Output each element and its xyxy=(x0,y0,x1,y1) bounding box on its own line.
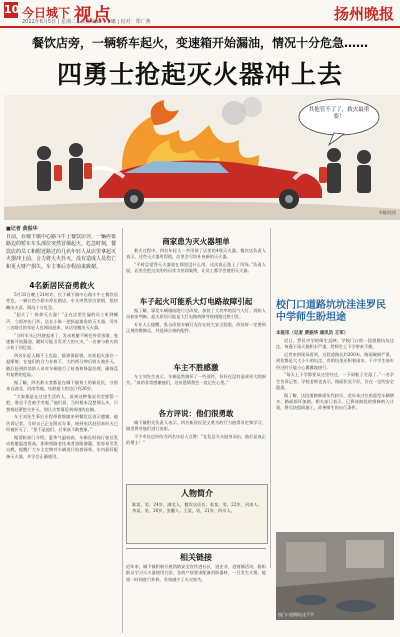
profile-box-title: 人物简介 xyxy=(181,489,213,498)
col3-para: 据了解，这段道路修建年代较早，近年来过往的重型车辆增多，路面损坏加剧。相关部门表示，已将该路段的维修纳入计划，将尽快组织施工，改善师生的出行条件。 xyxy=(276,392,394,411)
col2-para: 专业人士提醒，私自改装车辆灯光存在较大安全隐患，改装时一定要到正规的维修店，并选择合格的配件。 xyxy=(126,322,266,334)
col1-para: “大家都是在这里生活的人，看到这种情况肯定要帮一把，谁也不会袖手旁观。”他们说，当时根本没想那么多，只想着赶紧把火扑灭，别让火势蔓延到周围的店铺。 xyxy=(6,393,118,412)
col2-body-3 xyxy=(126,374,266,404)
col2-section-title: 商家患为灭火器埋单 xyxy=(162,237,230,246)
col1-para: 5月31日晚上21时许，位于城下镇中心路斗牛士餐饮店旁边，一辆白色小轿车停在路边，车头突然冒出浓烟，很快蹿出火苗，情况十分危急。 xyxy=(6,292,118,310)
col2-body-4 xyxy=(126,420,266,480)
main-headline: 四勇士抢起灭火器冲上去 xyxy=(56,60,343,89)
col3-body xyxy=(276,338,394,528)
col1-para: “当时车头已经烧起来了，发动机舱不断往外冒黑烟，变速箱开始漏油，随时可能引发更大的火灾。”一名参与救火的小伙子回忆说。 xyxy=(6,332,118,351)
headline-kicker: 餐饮店旁，一辆轿车起火，变速箱开始漏油，情况十分危急…… xyxy=(31,36,368,50)
col1-title: 4名新居民奋勇救火 xyxy=(29,281,95,290)
column-divider xyxy=(270,228,271,568)
column-divider xyxy=(122,228,123,633)
lead-body: 日前，在城下镇中心路斗牛士餐饮店旁，一辆停靠路边的轿车车头部位突然冒烟起火。危急时刻，餐饮店的员工和附近路过的几名年轻人从店里拿起灭火器冲上前，合力将大火扑灭，没有造成人员伤亡和更大财产损失。车主事后专程前来致谢。 xyxy=(6,234,117,270)
col1-para: 据消防部门介绍，夏季气温较高，车辆长时间行驶后发动机舱温度很高，如果线路老化或者油路渗漏，很容易引发自燃。提醒广大车主定期对车辆进行检查保养，车内最好配备灭火器，并学会正确使用。 xyxy=(6,434,118,459)
issue-meta: 2012年6月5日 | 星期二 | 责任编辑：李娜 | 校对：郑广燕 xyxy=(22,19,151,25)
lead-byline: ■记者 黄振华 xyxy=(6,226,38,232)
related-link-text: 近年来，城下镇积极开展消防安全宣传进社区、进企业、进商铺活动，组织群众学习灭火器使用方法。各商户按要求配备消防器材，一旦发生火情，能第一时间进行扑救，有效减少了火灾损失。 xyxy=(126,564,266,582)
profile-box-text: 陈某，男，24岁，湖北人，餐饮店店长；张某，男，22岁，河南人；李某，男，26岁，安徽人；王某，男，21岁，四川人。 xyxy=(132,502,262,514)
col3-title: 校门口道路坑坑洼洼罗民中学师生盼坦途 xyxy=(276,300,386,323)
col2-body-2 xyxy=(126,308,266,358)
col2-subhead-1: 车子起火可能系大灯电路故障引起 xyxy=(139,297,253,306)
col3-para: 记者来到现场看到，这段道路长约200米，路面破损严重，到处都是大大小小的坑洼，有的坑里还积着雨水。不少学生骑车经过时只能小心翼翼地绕行。 xyxy=(276,352,394,370)
col3-para: “每天上下学都要从这里经过，一下雨鞋子全湿了。”一名学生告诉记者。学校老师也表示，路面状况不好，存在一定的安全隐患。 xyxy=(276,372,394,391)
col2-subhead-2: 车主不胜感激 xyxy=(173,363,219,372)
col2-para: 车主刘先生表示，车辆虽然烧坏了一些部件，但好在没有造成更大的损失。“真的非常感谢他们，这份恩情我会一直记在心里。” xyxy=(126,374,266,386)
col1-para: “起火了！快拿灭火器！”正在店里忙碌的员工听到喊声，立即冲出门外。店长小陈一把抓起墙角的灭火器，另外三名路过的年轻人也闻讯赶来，从店里搬出灭火器。 xyxy=(6,312,118,330)
masthead-rule xyxy=(0,26,400,28)
speech-bubble-text: 其他管不了了，救火最重要！ xyxy=(308,107,370,120)
col3-photo-caption: 校门口道路坑洼不平 xyxy=(278,612,314,617)
related-link-title: 相关链接 xyxy=(180,553,212,562)
section-label-big: 视点 xyxy=(74,5,112,26)
col3-byline: 本报讯（记者 黄振华 通讯员 王军） xyxy=(276,331,349,336)
col1-body xyxy=(6,292,118,632)
col2-para: 救火过程中，四名年轻人一共用掉了店里的4瓶灭火器。餐饮店负责人表示，这些灭火器用得值，店里会尽快补充新的灭火器。 xyxy=(126,248,266,260)
col2-body-1 xyxy=(126,248,266,292)
col1-para: 车主刘先生事后专程带着锦旗来到餐饮店表示感谢。他告诉记者，当时自己正在附近办事，接到电话赶回来时火已经被扑灭了，“要不是他们，后果真不敢想象。” xyxy=(6,414,118,432)
page-number: 10 xyxy=(4,3,20,16)
col3-photo xyxy=(276,532,394,620)
masthead xyxy=(0,0,400,26)
col3-para: 近日，罗民中学的师生反映，学校门口的一段道路坑坑洼洼，每逢下雨天便积水严重，给师生上下学带来不便。 xyxy=(276,338,394,350)
col1-para: 据了解，四名救火者都是在城下镇务工的新居民，分别来自湖北、河南等地，年龄最大的也只有26岁。 xyxy=(6,379,118,392)
illustration-credit: 李静/绘图 xyxy=(378,210,396,215)
col2-subhead-3: 各方评说：他们很勇敢 xyxy=(158,409,234,418)
newspaper-logo: 扬州晚报 xyxy=(333,5,394,23)
col2-para: 不少市民也纷纷为四名年轻人点赞：“在危急关头挺身而出，他们是真正的勇士！” xyxy=(126,434,266,446)
col2-para: “平时总觉得灭火器放在那里没什么用，这次真正派上了用场。”负责人说，店里会把这次的经历作为培训案例，让员工都学会使用灭火器。 xyxy=(126,262,266,274)
profile-box xyxy=(126,484,268,544)
col2-para: 城下镇相关负责人表示，四名新居民见义勇为的行为值得肯定和学习，镇里将对他们进行表彰。 xyxy=(126,420,266,432)
illustration xyxy=(4,95,400,220)
col1-para: 四名年轻人顾不上危险，拔掉保险销，对准起火部位一起喷射。在他们的合力扑救下，大约两分钟后明火被扑灭。随后赶到的消防人员对车辆进行了检查和降温处理，确保没有复燃的危险。 xyxy=(6,353,118,378)
section-label-small: 今日城下 xyxy=(22,6,71,20)
col2-para: 据了解，事发车辆刚刚进行过改装，加装了大功率的氙气大灯。消防人员初步判断，起火原因可能是大灯电路故障导致线路过热引发。 xyxy=(126,308,266,320)
